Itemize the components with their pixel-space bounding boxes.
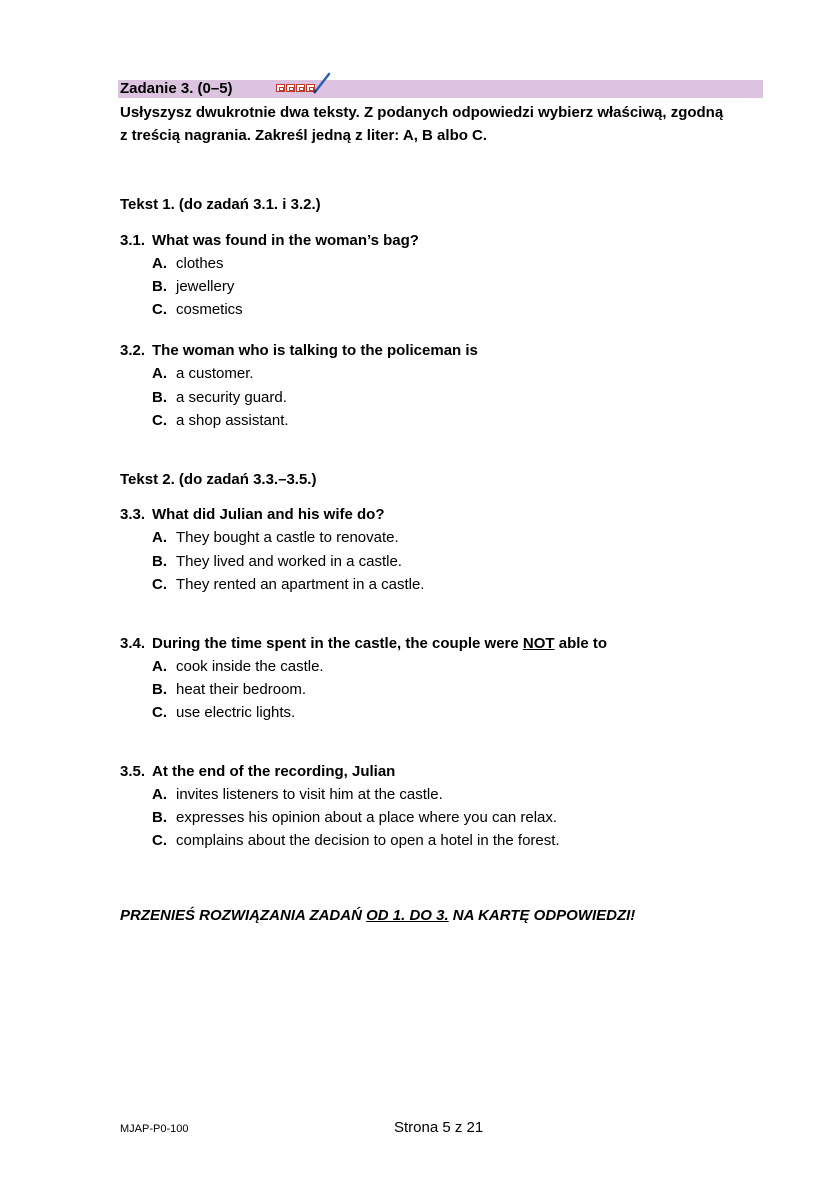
option-3-3-a[interactable]: [152, 529, 399, 546]
option-3-2-c[interactable]: [152, 412, 289, 429]
question-3-4: [120, 635, 607, 652]
instruction-line-2: z treścią nagrania. Zakreśl jedną z liter: A, B albo C.: [120, 127, 488, 144]
option-3-1-c[interactable]: [152, 301, 243, 318]
question-text: At the end of the recording, Julian: [152, 763, 396, 780]
option-3-5-c[interactable]: [152, 832, 560, 849]
option-letter: C.: [152, 704, 167, 721]
question-text-end: able to: [554, 635, 608, 652]
option-letter: A.: [152, 529, 167, 546]
exam-code: MJAP-P0-100: [120, 1123, 189, 1135]
option-letter: A.: [152, 365, 167, 382]
question-3-3: [120, 506, 385, 523]
option-3-4-c[interactable]: [152, 704, 295, 721]
option-text: They lived and worked in a castle.: [176, 553, 402, 570]
option-text: jewellery: [176, 278, 235, 295]
skill-boxes-icon: [276, 84, 315, 92]
option-3-2-a[interactable]: [152, 365, 254, 382]
transfer-instruction: [120, 907, 635, 924]
option-3-1-a[interactable]: [152, 255, 224, 272]
option-letter: C.: [152, 576, 167, 593]
option-letter: C.: [152, 832, 167, 849]
transfer-text-end: NA KARTĘ ODPOWIEDZI!: [448, 907, 636, 924]
question-text: The woman who is talking to the policeman is: [152, 342, 478, 359]
emphasis-not: NOT: [522, 635, 555, 652]
question-number: 3.1.: [120, 232, 146, 249]
option-text: heat their bedroom.: [176, 681, 307, 698]
transfer-range: OD 1. DO 3.: [366, 907, 449, 924]
skill-box: [296, 84, 305, 92]
option-text: a shop assistant.: [176, 412, 289, 429]
option-text: clothes: [176, 255, 224, 272]
option-letter: B.: [152, 681, 167, 698]
option-letter: A.: [152, 658, 167, 675]
option-text: a customer.: [176, 365, 254, 382]
option-letter: C.: [152, 301, 167, 318]
question-text: What was found in the woman’s bag?: [152, 232, 419, 249]
option-3-4-b[interactable]: [152, 681, 306, 698]
option-text: cosmetics: [176, 301, 243, 318]
pen-icon: [312, 72, 332, 99]
question-text: During the time spent in the castle, the couple were: [152, 635, 523, 652]
text2-heading: Tekst 2. (do zadań 3.3.–3.5.): [120, 471, 317, 488]
option-text: use electric lights.: [176, 704, 296, 721]
option-letter: B.: [152, 389, 167, 406]
skill-box: [276, 84, 285, 92]
page-number: Strona 5 z 21: [394, 1119, 484, 1136]
option-letter: A.: [152, 255, 167, 272]
question-text: What did Julian and his wife do?: [152, 506, 385, 523]
question-number: 3.5.: [120, 763, 146, 780]
question-3-2: [120, 342, 478, 359]
option-text: cook inside the castle.: [176, 658, 324, 675]
task-title: Zadanie 3. (0–5): [120, 80, 233, 97]
task-instruction: [120, 101, 760, 147]
option-text: a security guard.: [176, 389, 287, 406]
option-3-5-a[interactable]: [152, 786, 443, 803]
option-letter: A.: [152, 786, 167, 803]
option-3-3-b[interactable]: [152, 553, 402, 570]
question-3-5: [120, 763, 395, 780]
option-text: They rented an apartment in a castle.: [176, 576, 425, 593]
question-number: 3.3.: [120, 506, 146, 523]
option-3-4-a[interactable]: [152, 658, 324, 675]
transfer-text-start: PRZENIEŚ ROZWIĄZANIA ZADAŃ: [120, 907, 367, 924]
option-text: They bought a castle to renovate.: [176, 529, 399, 546]
option-text: invites listeners to visit him at the castle.: [176, 786, 443, 803]
question-3-1: [120, 232, 419, 249]
option-text: expresses his opinion about a place where you can relax.: [176, 809, 558, 826]
option-3-2-b[interactable]: [152, 389, 287, 406]
skill-box: [286, 84, 295, 92]
question-number: 3.4.: [120, 635, 146, 652]
option-letter: C.: [152, 412, 167, 429]
option-text: complains about the decision to open a hotel in the forest.: [176, 832, 560, 849]
option-3-3-c[interactable]: [152, 576, 424, 593]
option-3-5-b[interactable]: [152, 809, 557, 826]
option-letter: B.: [152, 553, 167, 570]
option-3-1-b[interactable]: [152, 278, 234, 295]
option-letter: B.: [152, 809, 167, 826]
text1-heading: Tekst 1. (do zadań 3.1. i 3.2.): [120, 196, 321, 213]
option-letter: B.: [152, 278, 167, 295]
question-number: 3.2.: [120, 342, 146, 359]
instruction-line-1: Usłyszysz dwukrotnie dwa teksty. Z podanych odpowiedzi wybierz właściwą, zgodną: [120, 104, 724, 121]
